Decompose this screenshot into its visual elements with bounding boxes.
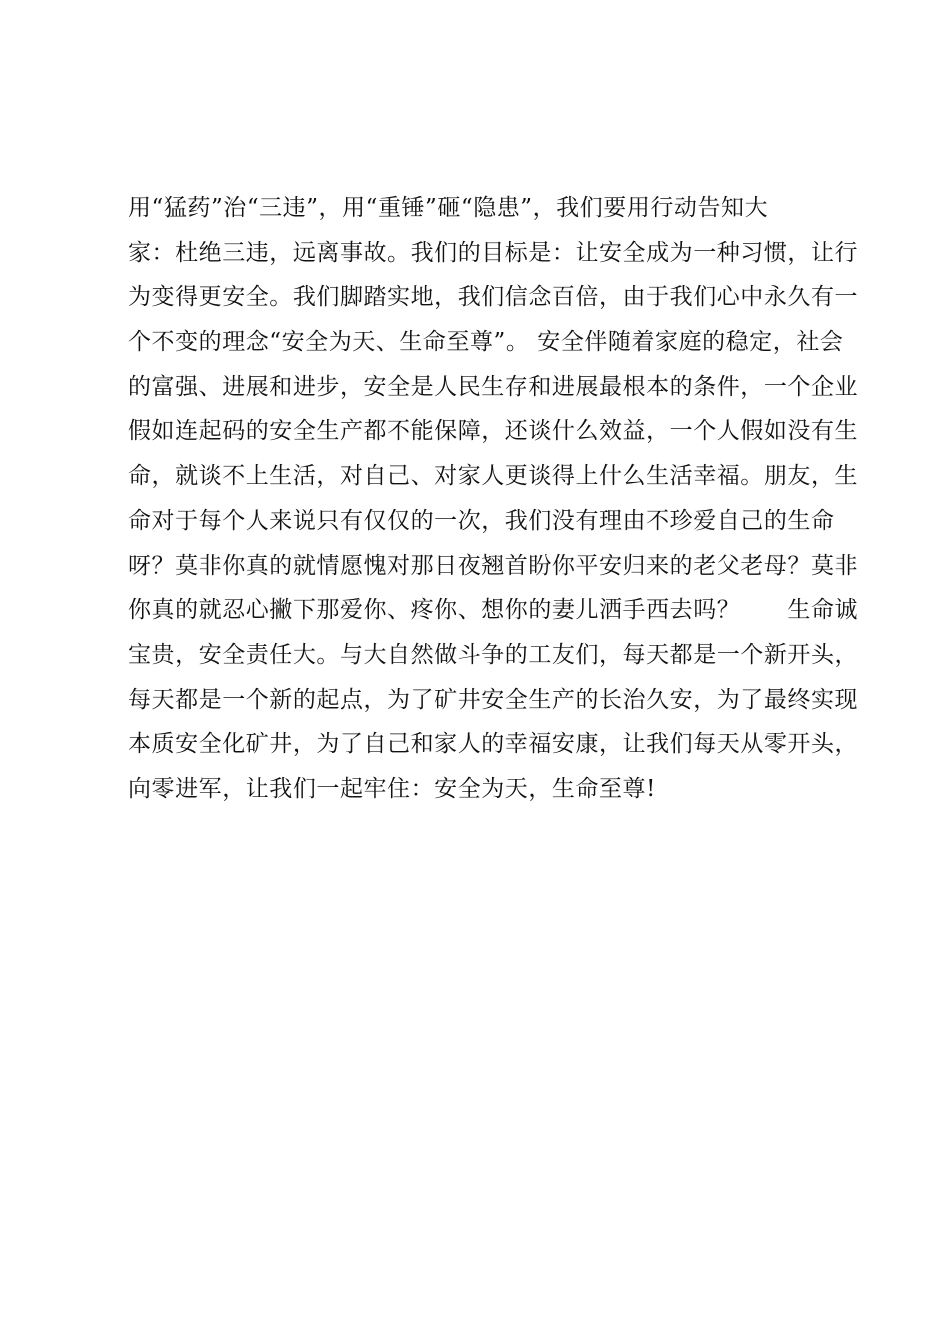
body-paragraph bbox=[128, 186, 859, 812]
text-line: 你真的就忍心撇下那爱你、疼你、想你的妻儿洒手西去吗？ 生命诚 bbox=[128, 597, 859, 624]
text-line: 呀？莫非你真的就情愿愧对那日夜翘首盼你平安归来的老父老母？莫非 bbox=[128, 552, 859, 579]
text-line: 的富强、进展和进步，安全是人民生存和进展最根本的条件，一个企业 bbox=[128, 373, 859, 400]
text-line: 命，就谈不上生活，对自己、对家人更谈得上什么生活幸福。朋友，生 bbox=[128, 463, 859, 490]
text-line: 假如连起码的安全生产都不能保障，还谈什么效益，一个人假如没有生 bbox=[128, 418, 859, 445]
text-line: 用“猛药”治“三违”，用“重锤”砸“隐患”，我们要用行动告知大 bbox=[128, 195, 769, 221]
text-line: 向零进军，让我们一起牢住：安全为天，生命至尊! bbox=[128, 775, 656, 802]
text-line: 本质安全化矿井，为了自己和家人的幸福安康，让我们每天从零开头， bbox=[128, 731, 859, 758]
text-line: 为变得更安全。我们脚踏实地，我们信念百倍，由于我们心中永久有一 bbox=[128, 284, 859, 311]
text-line: 宝贵，安全责任大。与大自然做斗争的工友们，每天都是一个新开头， bbox=[128, 641, 859, 668]
text-line: 家：杜绝三违，远离事故。我们的目标是：让安全成为一种习惯，让行 bbox=[128, 239, 859, 266]
text-line: 命对于每个人来说只有仅仅的一次，我们没有理由不珍爱自己的生命 bbox=[128, 507, 835, 534]
text-line: 个不变的理念“安全为天、生命至尊”。 安全伴随着家庭的稳定，社会 bbox=[128, 329, 844, 356]
text-line: 每天都是一个新的起点，为了矿井安全生产的长治久安，为了最终实现 bbox=[128, 686, 859, 713]
